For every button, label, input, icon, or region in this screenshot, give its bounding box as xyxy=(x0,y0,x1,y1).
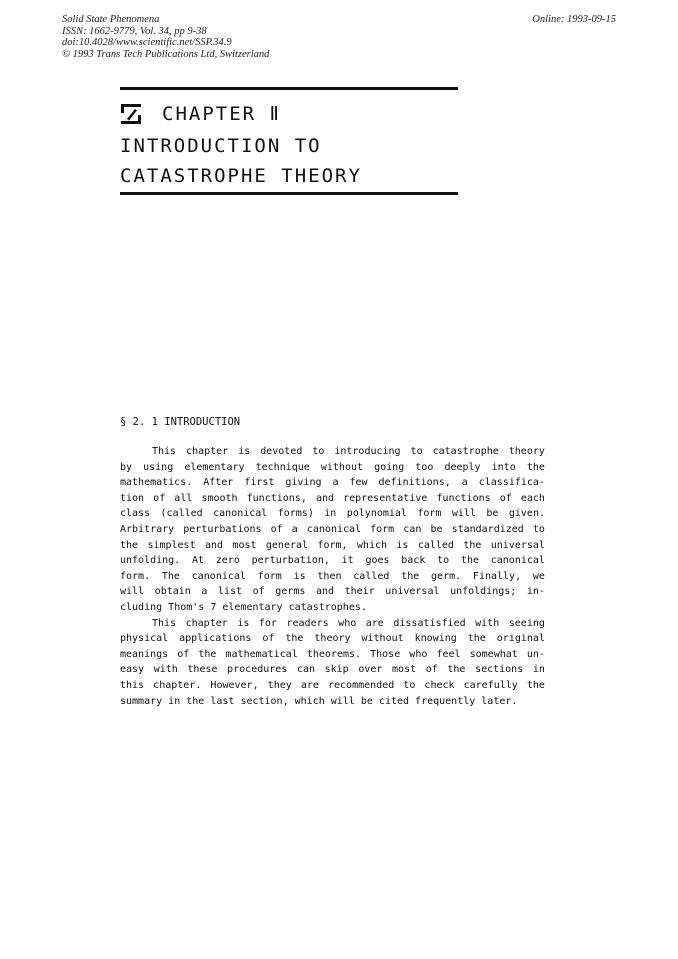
word: recommended xyxy=(327,679,395,691)
word: However, xyxy=(210,679,259,691)
word: a xyxy=(201,586,208,598)
word: carefully xyxy=(463,679,518,691)
word: of xyxy=(425,664,438,676)
text-line xyxy=(120,662,545,678)
word: easy xyxy=(120,664,145,676)
word: The xyxy=(161,570,180,582)
word: universal xyxy=(385,586,440,598)
word: 7 xyxy=(210,601,223,613)
word: most xyxy=(392,664,417,676)
word: a xyxy=(291,523,298,535)
word: feel xyxy=(436,648,461,660)
word: is xyxy=(238,446,251,457)
word: devoted xyxy=(260,446,303,457)
word: of xyxy=(262,633,275,645)
word: class xyxy=(120,508,151,520)
word: of xyxy=(153,492,166,504)
word: can xyxy=(296,664,316,676)
word: At xyxy=(191,555,205,567)
bottom-rule xyxy=(120,192,458,195)
word: they xyxy=(267,679,292,691)
word: cited xyxy=(378,695,416,707)
word: introducing xyxy=(334,446,401,457)
word: called xyxy=(353,570,390,582)
word: a xyxy=(461,477,468,489)
word: using xyxy=(143,461,174,473)
word: can xyxy=(403,523,422,535)
word: the xyxy=(460,555,479,567)
word: Thom's xyxy=(168,601,211,613)
word: to xyxy=(532,523,545,535)
word: (called xyxy=(160,508,203,520)
word: definitions, xyxy=(378,477,451,489)
word: zero xyxy=(215,555,240,567)
section-heading: § 2. 1 INTRODUCTION xyxy=(120,416,241,428)
text-line xyxy=(120,584,545,600)
text-line xyxy=(120,553,545,569)
word: with xyxy=(475,617,500,629)
word: goes xyxy=(365,555,390,567)
word: few xyxy=(349,477,368,489)
word: will xyxy=(330,695,361,707)
word: given. xyxy=(508,508,545,520)
word: who xyxy=(409,648,428,660)
word: to xyxy=(410,446,423,457)
word: check xyxy=(424,679,455,691)
word: physical xyxy=(120,633,169,645)
chapter-title: INTRODUCTION TO CATASTROPHE THEORY xyxy=(120,135,362,187)
word: it xyxy=(341,555,354,567)
word: each xyxy=(520,492,545,504)
word: giving xyxy=(285,477,322,489)
word: the xyxy=(463,539,482,551)
journal-name: Solid State Phenomena xyxy=(62,14,160,25)
word: chapter. xyxy=(153,679,202,691)
chapter-ornament-icon xyxy=(120,103,142,125)
text-line xyxy=(120,600,545,616)
word: which xyxy=(294,695,331,707)
word: with xyxy=(153,664,178,676)
word: standardized xyxy=(451,523,524,535)
word: form, xyxy=(317,539,348,551)
text-line xyxy=(120,694,545,710)
word: perturbation, xyxy=(251,555,330,567)
word: germs xyxy=(275,586,306,598)
word: chapter xyxy=(186,446,229,457)
word: dissatisfied xyxy=(393,617,466,629)
word: After xyxy=(203,477,234,489)
word: called xyxy=(417,539,454,551)
word: be xyxy=(360,695,379,707)
text-line xyxy=(120,491,545,507)
word: the xyxy=(198,648,217,660)
word: polynomial xyxy=(346,508,407,520)
word: original xyxy=(496,633,545,645)
word: chapter xyxy=(185,617,228,629)
text-line xyxy=(120,475,545,491)
word: sections xyxy=(475,664,524,676)
word: be xyxy=(486,508,499,520)
word: theorems. xyxy=(306,648,362,660)
word: seeing xyxy=(508,617,545,629)
word: functions, xyxy=(246,492,307,504)
word: into xyxy=(491,461,516,473)
word: in xyxy=(532,664,545,676)
word: going xyxy=(374,461,405,473)
word: for xyxy=(258,617,277,629)
word: theory xyxy=(508,446,545,457)
word: and xyxy=(204,539,224,551)
word: of xyxy=(177,648,190,660)
word: is xyxy=(293,570,306,582)
word: canonical xyxy=(213,508,268,520)
word: which xyxy=(356,539,388,551)
word: universal xyxy=(490,539,545,551)
word: are xyxy=(365,617,384,629)
word: will xyxy=(120,586,145,598)
word: obtain xyxy=(154,586,191,598)
word: canonical xyxy=(490,555,545,567)
word: procedures xyxy=(227,664,288,676)
text-line xyxy=(120,631,545,647)
word: the xyxy=(285,633,304,645)
word: the xyxy=(447,664,466,676)
copyright-line: © 1993 Trans Tech Publications Ltd, Switzerland xyxy=(62,48,270,60)
word: first xyxy=(244,477,275,489)
word: theory xyxy=(314,633,351,645)
word: technique xyxy=(255,461,310,473)
word: form xyxy=(417,508,442,520)
word: all xyxy=(174,492,193,504)
text-line xyxy=(120,678,545,694)
word: unfolding. xyxy=(120,555,181,567)
word: and xyxy=(315,586,335,598)
word: of xyxy=(270,523,283,535)
word: their xyxy=(344,586,375,598)
chapter-label: CHAPTER Ⅱ xyxy=(162,103,281,125)
word: deeply xyxy=(444,461,481,473)
word: unfoldings; xyxy=(450,586,517,598)
word: simplest xyxy=(147,539,196,551)
word: perturbations xyxy=(183,523,262,535)
word: the xyxy=(526,679,545,691)
word: who xyxy=(338,617,357,629)
word: meanings xyxy=(120,648,169,660)
word: without xyxy=(361,633,404,645)
word: functions xyxy=(436,492,491,504)
word: canonical xyxy=(306,523,362,535)
word: in xyxy=(168,695,187,707)
word: and xyxy=(315,492,334,504)
word: This xyxy=(152,446,177,457)
word: catastrophes. xyxy=(288,601,367,613)
word: smooth xyxy=(201,492,238,504)
word: cluding xyxy=(120,601,169,613)
word: classifica- xyxy=(478,477,545,489)
word: frequently xyxy=(415,695,482,707)
word: in- xyxy=(526,586,545,598)
word: last xyxy=(210,695,241,707)
word: this xyxy=(120,679,145,691)
word: will xyxy=(451,508,476,520)
word: elementary xyxy=(184,461,245,473)
text-line xyxy=(120,569,545,585)
text-line xyxy=(120,506,545,522)
word: tion xyxy=(120,492,145,504)
word: readers xyxy=(286,617,329,629)
word: representative xyxy=(343,492,428,504)
word: forms) xyxy=(277,508,314,520)
word: list xyxy=(217,586,243,598)
word: germ. xyxy=(431,570,462,582)
word: we xyxy=(532,570,545,582)
word: most xyxy=(232,539,257,551)
chapter-heading xyxy=(120,101,281,127)
text-line xyxy=(120,616,545,632)
word: to xyxy=(437,555,450,567)
word: the xyxy=(186,695,211,707)
word: summary xyxy=(120,695,169,707)
doi-line: doi:10.4028/www.scientific.net/SSP.34.9 xyxy=(62,37,232,48)
word: section, xyxy=(240,695,295,707)
citation-block xyxy=(62,14,269,60)
text-line xyxy=(120,444,545,460)
word: without xyxy=(320,461,364,473)
word: to xyxy=(312,446,325,457)
word: canonical xyxy=(191,570,246,582)
word: form. xyxy=(120,570,151,582)
word: mathematics. xyxy=(120,477,193,489)
word: to xyxy=(403,679,416,691)
word: elementary xyxy=(222,601,289,613)
top-rule xyxy=(120,87,458,90)
word: the xyxy=(120,539,139,551)
body-text xyxy=(120,444,545,709)
word: knowing xyxy=(414,633,457,645)
issn-line: ISSN: 1662-9779, Vol. 34, pp 9-38 xyxy=(62,25,207,37)
word: is xyxy=(396,539,409,551)
word: form xyxy=(257,570,282,582)
word: later. xyxy=(481,695,518,707)
word: somewhat xyxy=(469,648,518,660)
text-line xyxy=(120,647,545,663)
word: the xyxy=(526,461,545,473)
word: form xyxy=(370,523,395,535)
word: are xyxy=(300,679,319,691)
word: of xyxy=(499,492,512,504)
word: the xyxy=(467,633,486,645)
word: is xyxy=(237,617,250,629)
word: skip xyxy=(324,664,349,676)
word: catastrophe xyxy=(432,446,499,457)
word: Those xyxy=(370,648,401,660)
word: applications xyxy=(179,633,252,645)
word: general xyxy=(265,539,309,551)
word: then xyxy=(317,570,342,582)
text-line xyxy=(120,460,545,476)
online-date: Online: 1993-09-15 xyxy=(532,14,616,25)
word: too xyxy=(415,461,434,473)
word: the xyxy=(401,570,420,582)
word: of xyxy=(252,586,265,598)
word: a xyxy=(332,477,339,489)
word: This xyxy=(152,617,177,629)
word: back xyxy=(401,555,426,567)
word: over xyxy=(358,664,383,676)
text-line xyxy=(120,538,545,554)
word: these xyxy=(187,664,218,676)
word: Finally, xyxy=(472,570,522,582)
word: mathematical xyxy=(225,648,298,660)
word: by xyxy=(120,461,133,473)
word: in xyxy=(324,508,337,520)
word: Arbitrary xyxy=(120,523,175,535)
word: un- xyxy=(526,648,545,660)
text-line xyxy=(120,522,545,538)
word: be xyxy=(430,523,443,535)
